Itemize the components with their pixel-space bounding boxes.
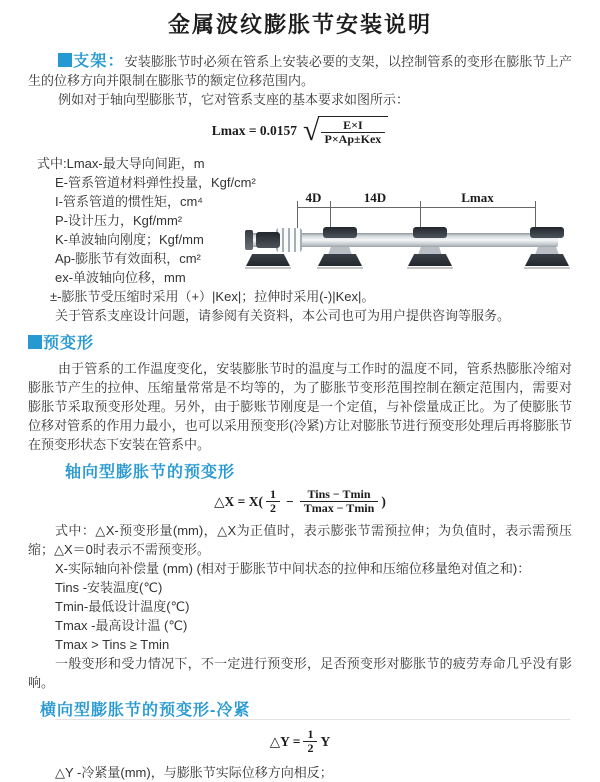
partial-table-border xyxy=(55,719,570,720)
pipe-support xyxy=(524,193,570,285)
section-bullet-icon xyxy=(58,53,72,67)
half-numerator: 1 xyxy=(269,487,276,501)
dx-formula-rparen: ) xyxy=(381,493,386,509)
axial-note-line: Tins -安装温度(℃) xyxy=(55,580,163,595)
definition-line: Ap-膨胀节有效面积，cm² xyxy=(55,251,201,266)
lateral-coldpull-formula xyxy=(28,728,572,755)
dx-formula-lhs: △X = X( xyxy=(214,493,263,509)
lmax-denominator: P×Ap±Kex xyxy=(321,132,386,146)
lmax-formula xyxy=(28,116,572,146)
definition-line: K-单波轴向刚度；Kgf/mm xyxy=(55,232,204,247)
predeform-paragraph: 由于管系的工作温度变化，安装膨胀节时的温度与工作时的温度不同，管系热膨胀冷缩对膨胀节产生的拉伸、压缩量常常是不均等的，为了膨胀节变形范围控制在额定范围内，需要对膨胀节采取预变形处理。另外，由于膨账节刚度是一个定值，与补偿量成正比。为了使膨胀节位移对管系的作用力最小，也可以采用预变形(冷紧)方让对膨胀节进行预变形处理后再将膨胀节在预变形状态下安装在管系中。 xyxy=(28,361,572,452)
dy-formula-rhs: Y xyxy=(320,733,331,749)
pipe-anchor-support xyxy=(245,193,291,285)
pipe-support xyxy=(317,193,363,285)
support-shadow xyxy=(407,267,453,269)
support-shadow xyxy=(245,267,291,269)
definition-line: ex-单波轴向位移，mm xyxy=(55,270,186,285)
page-title: 金属波纹膨胀节安装说明 xyxy=(167,12,432,37)
half-denominator: 2 xyxy=(303,741,317,755)
support-stem xyxy=(535,247,559,255)
definition-line: I-管系管道的惯性矩，cm⁴ xyxy=(55,194,203,209)
temperature-fraction xyxy=(300,488,379,515)
dim-label-lmax: Lmax xyxy=(461,190,494,205)
dim-label-14d: 14D xyxy=(363,190,387,205)
support-clamp xyxy=(530,227,564,238)
half-numerator: 1 xyxy=(307,727,314,741)
one-half-fraction xyxy=(266,488,280,515)
support-clamp xyxy=(323,227,357,238)
temp-numerator: Tins − Tmin xyxy=(307,487,371,501)
support-example-line: 例如对于轴向型膨胀节，它对管系支座的基本要求如图所示： xyxy=(58,92,410,107)
consulting-note-line: 关于管系支座设计问题，请参阅有关资料，本公司也可为用户提供咨询等服务。 xyxy=(55,308,511,323)
support-base xyxy=(318,254,362,266)
support-intro-paragraph xyxy=(28,52,572,90)
dim-label-4d: 4D xyxy=(305,190,322,205)
one-half-fraction xyxy=(303,728,317,755)
radical-sign: √ xyxy=(303,114,320,147)
axial-heading-label: 轴向型膨胀节的预变形 xyxy=(65,464,236,481)
definition-line: 式中:Lmax-最大导向间距，m xyxy=(37,156,205,171)
lmax-formula-lhs: Lmax = 0.0157 xyxy=(211,123,298,138)
axial-note-paragraph: 一般变形和受力情况下，不一定进行预变形，足否预变形对膨胀节的疲劳寿命几乎没有影响。 xyxy=(28,656,572,690)
lmax-fraction xyxy=(321,119,386,146)
support-shadow xyxy=(317,267,363,269)
predeform-section-label: 预变形 xyxy=(43,335,95,352)
half-denominator: 2 xyxy=(266,501,280,515)
support-clamp xyxy=(256,232,280,248)
support-base xyxy=(246,254,290,266)
predeform-section-heading xyxy=(28,335,572,353)
support-base xyxy=(408,254,452,266)
lateral-note-line: △Y -冷紧量(mm)，与膨胀节实际位移方向相反； xyxy=(55,765,333,780)
lateral-heading-label: 横向型膨胀节的预变形-冷紧 xyxy=(40,702,251,719)
lateral-predeform-heading xyxy=(28,702,572,720)
pipe-support xyxy=(407,193,453,285)
minus-operator: − xyxy=(285,493,294,509)
axial-note-line: Tmax > Tins ≥ Tmin xyxy=(55,637,170,652)
axial-predeform-formula xyxy=(28,488,572,515)
lmax-numerator: E×I xyxy=(343,118,363,132)
definition-line: ±-膨胀节受压缩时采用（+）|Kex|；拉伸时采用(-)|Kex|。 xyxy=(50,289,375,304)
section-bullet-icon xyxy=(28,335,42,349)
support-stem xyxy=(418,247,442,255)
axial-note-line: Tmax -最高设计温 (℃) xyxy=(55,618,188,633)
support-clamp xyxy=(413,227,447,238)
support-section-label: 支架： xyxy=(73,53,125,70)
definition-line: E-管系管道材料弹性投量，Kgf/cm² xyxy=(55,175,256,190)
support-base xyxy=(525,254,569,266)
support-shadow xyxy=(524,267,570,269)
lmax-radicand xyxy=(318,116,389,146)
support-intro-text: 安装膨胀节时必须在管系上安装必要的支架，以控制管系的变形在膨胀节上产生的位移方向并限制在膨胀节的额定位移范围内。 xyxy=(28,54,572,88)
axial-note-line: Tmin-最低设计温度(℃) xyxy=(55,599,190,614)
dy-formula-lhs: △Y = xyxy=(269,733,301,749)
temp-denominator: Tmax − Tmin xyxy=(300,501,379,515)
axial-note-line: X-实际轴向补偿量 (mm) (相对于膨胀节中间状态的拉伸和压缩位移量绝对值之和)： xyxy=(55,561,531,576)
definition-line: P-设计压力，Kgf/mm² xyxy=(55,213,183,228)
pipe-support-diagram xyxy=(245,190,565,285)
axial-note-paragraph: 式中：△X-预变形量(mm)，△X为正值时，表示膨张节需预拉伸；为负值时，表示需预压缩；△X＝0时表示不需预变形。 xyxy=(28,523,572,557)
support-stem xyxy=(328,247,352,255)
axial-predeform-heading xyxy=(28,464,572,482)
